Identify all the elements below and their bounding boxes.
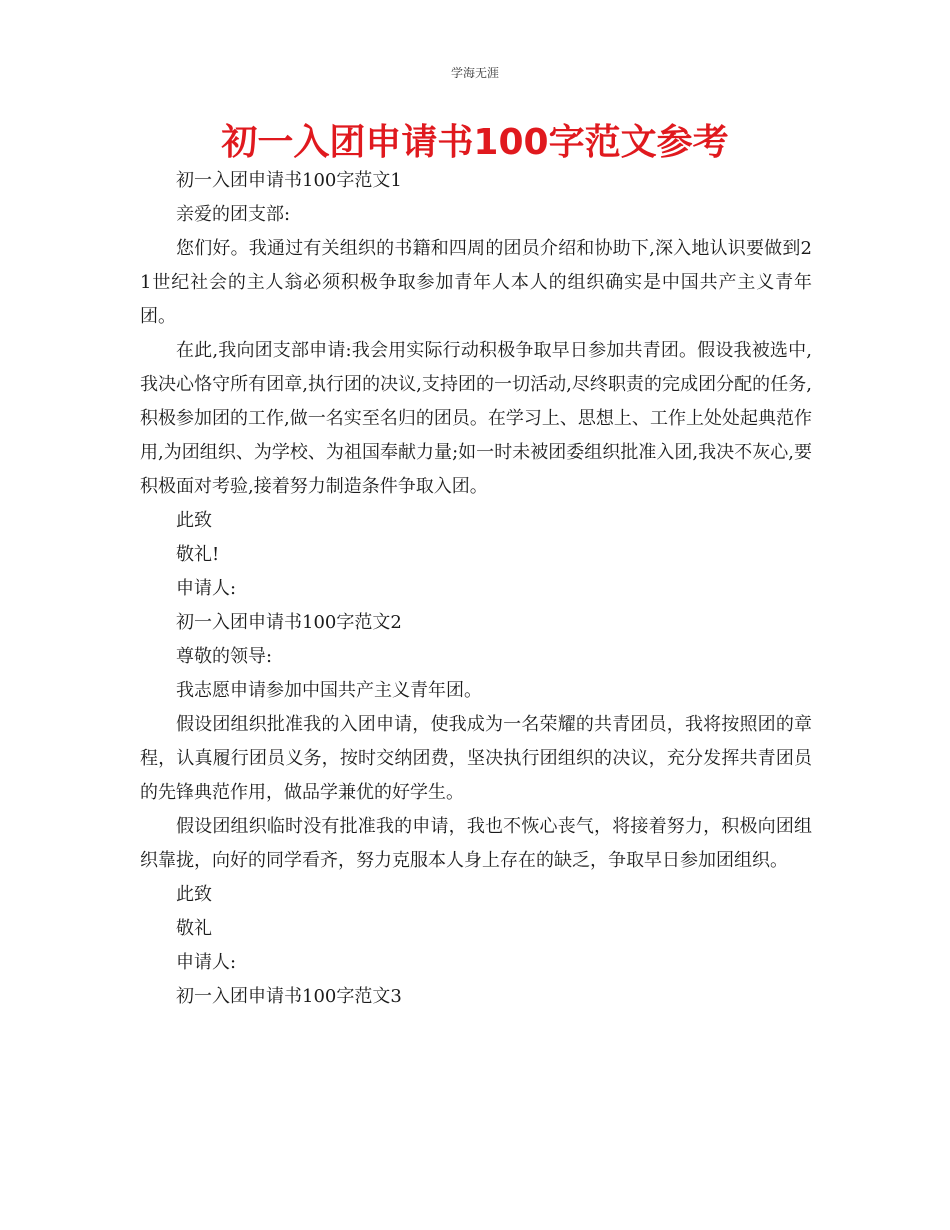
- paragraph-applicant-2: 申请人:: [176, 952, 237, 973]
- paragraph-salutation-1: 亲爱的团支部:: [176, 204, 291, 225]
- paragraph-body-2a: 假设团组织批准我的入团申请，使我成为一名荣耀的共青团员，我将按照团的章程，认真履行团员义务，按时交纳团费，坚决执行团组织的决议，充分发挥共青团员的先锋典范作用，做品学兼优的好学生。: [140, 714, 812, 803]
- paragraph-greeting-1: 您们好。我通过有关组织的书籍和四周的团员介绍和协助下,深入地认识要做到21世纪社会的主人翁必须积极争取参加青年人本人的组织确实是中国共产主义青年团。: [140, 238, 812, 327]
- paragraph-regards-1: 敬礼!: [176, 544, 220, 565]
- paragraph-closing-1: 此致: [176, 510, 212, 531]
- paragraph-body-2b: 假设团组织临时没有批准我的申请，我也不恢心丧气，将接着努力，积极向团组织靠拢，向好的同学看齐，努力克服本人身上存在的缺乏，争取早日参加团组织。: [140, 816, 812, 871]
- paragraph-regards-2: 敬礼: [176, 918, 212, 939]
- paragraph-closing-2: 此致: [176, 884, 212, 905]
- paragraph-body-1: 在此,我向团支部申请:我会用实际行动积极争取早日参加共青团。假设我被选中,我决心恪守所有团章,执行团的决议,支持团的一切活动,尽终职责的完成团分配的任务,积极参加团的工作,做一名实至名归的团员。在学习上、思想上、工作上处处起典范作用,为团组织、为学校、为祖国奉献力量;如一时未被团委组织批准入团,我决不灰心,要积极面对考验,接着努力制造条件争取入团。: [140, 340, 812, 497]
- document-body: [140, 164, 812, 1014]
- paragraph-salutation-2: 尊敬的领导:: [176, 646, 273, 667]
- paragraph-applicant-1: 申请人:: [176, 578, 237, 599]
- document-title: 初一入团申请书100字范文参考: [221, 122, 729, 163]
- page-header: 学海无涯: [450, 66, 499, 80]
- paragraph-sample-1-heading: 初一入团申请书100字范文1: [176, 170, 402, 191]
- paragraph-sample-3-heading: 初一入团申请书100字范文3: [176, 986, 402, 1007]
- paragraph-sample-2-heading: 初一入团申请书100字范文2: [176, 612, 402, 633]
- paragraph-statement-2: 我志愿申请参加中国共产主义青年团。: [176, 680, 482, 701]
